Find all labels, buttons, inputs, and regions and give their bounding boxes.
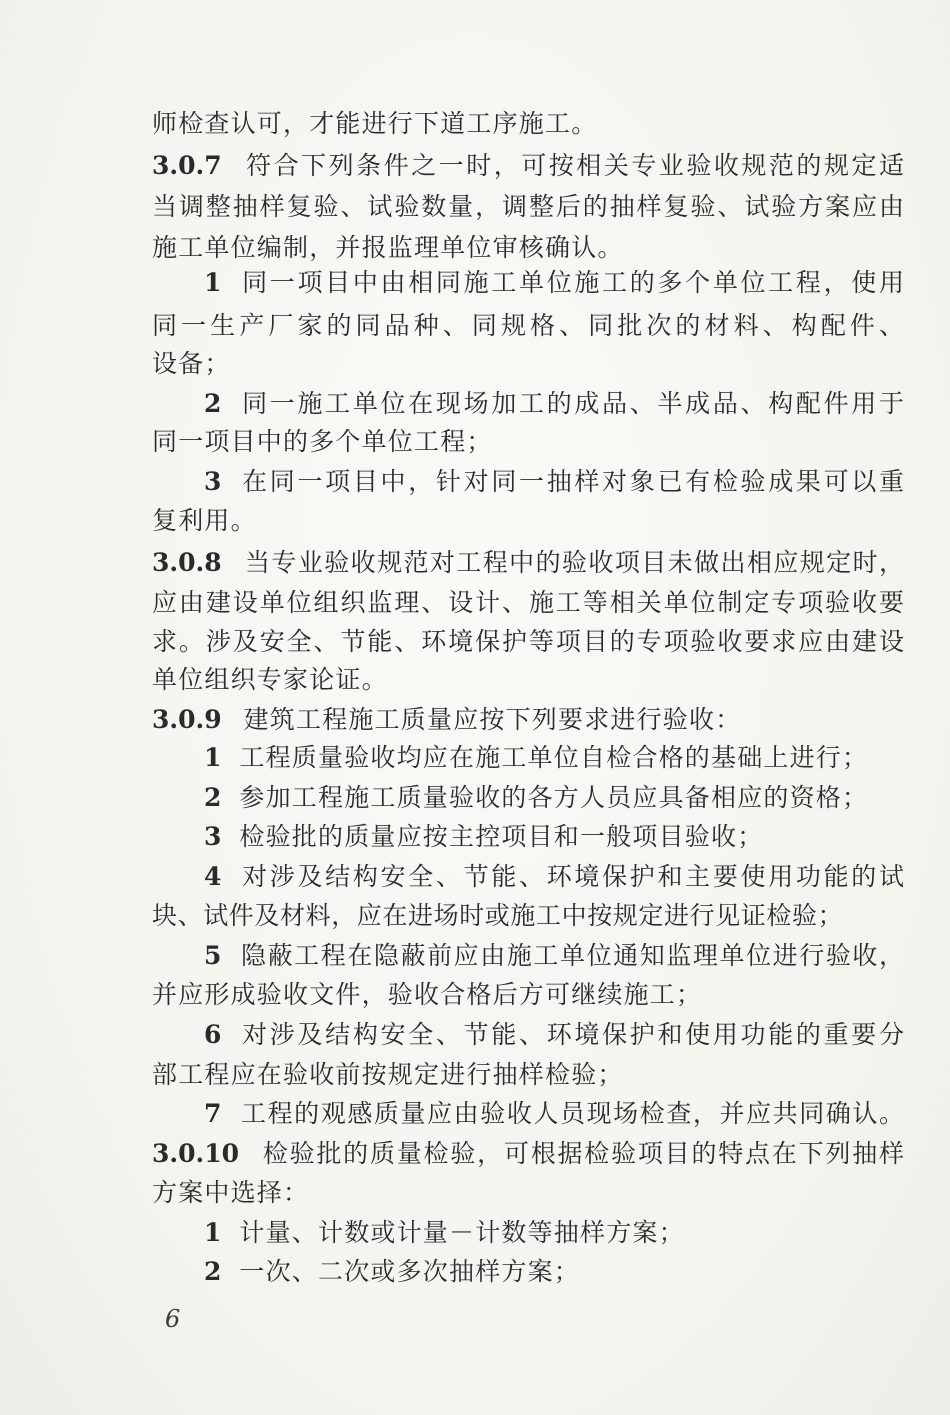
text-line: 当调整抽样复验、试验数量，调整后的抽样复验、试验方案应由 <box>152 192 904 221</box>
list-item: 1 同一项目中由相同施工单位施工的多个单位工程，使用 <box>204 268 904 297</box>
list-item: 2 同一施工单位在现场加工的成品、半成品、构配件用于 <box>204 389 904 418</box>
item-number: 7 <box>204 1099 222 1128</box>
list-item: 7 工程的观感质量应由验收人员现场检查，并应共同确认。 <box>204 1099 904 1128</box>
clause-3-0-8: 3.0.8 当专业验收规范对工程中的验收项目未做出相应规定时， <box>152 548 904 577</box>
text-line: 求。涉及安全、节能、环境保护等项目的专项验收要求应由建设 <box>152 627 904 656</box>
page-number: 6 <box>165 1305 181 1333</box>
list-item: 3 检验批的质量应按主控项目和一般项目验收； <box>204 822 764 851</box>
text-line: 应由建设单位组织监理、设计、施工等相关单位制定专项验收要 <box>152 588 904 617</box>
clause-number: 3.0.9 <box>152 705 222 734</box>
item-number: 6 <box>204 1020 222 1049</box>
text-line: 设备； <box>152 349 231 378</box>
list-item: 6 对涉及结构安全、节能、环境保护和使用功能的重要分 <box>204 1020 904 1049</box>
text-line: 单位组织专家论证。 <box>152 665 388 694</box>
item-number: 2 <box>204 389 222 418</box>
text-line: 块、试件及材料，应在进场时或施工中按规定进行见证检验； <box>152 901 844 930</box>
item-number: 1 <box>204 268 222 297</box>
text-line: 师检查认可，才能进行下道工序施工。 <box>152 109 598 138</box>
text-line: 施工单位编制，并报监理单位审核确认。 <box>152 233 624 262</box>
clause-3-0-7: 3.0.7 符合下列条件之一时，可按相关专业验收规范的规定适 <box>152 151 904 180</box>
text-line: 同一生产厂家的同品种、同规格、同批次的材料、构配件、 <box>152 311 904 340</box>
item-number: 2 <box>204 783 222 812</box>
list-item: 2 参加工程施工质量验收的各方人员应具备相应的资格； <box>204 783 869 812</box>
text-line: 并应形成验收文件，验收合格后方可继续施工； <box>152 980 703 1009</box>
list-item: 4 对涉及结构安全、节能、环境保护和主要使用功能的试 <box>204 862 904 891</box>
item-number: 4 <box>204 862 222 891</box>
clause-3-0-9: 3.0.9 建筑工程施工质量应按下列要求进行验收： <box>152 705 742 734</box>
list-item: 3 在同一项目中，针对同一抽样对象已有检验成果可以重 <box>204 467 904 496</box>
item-number: 5 <box>204 941 222 970</box>
item-number: 3 <box>204 822 222 851</box>
clause-number: 3.0.7 <box>152 151 222 180</box>
item-number: 1 <box>204 743 222 772</box>
item-number: 3 <box>204 467 222 496</box>
list-item: 1 工程质量验收均应在施工单位自检合格的基础上进行； <box>204 743 869 772</box>
item-number: 1 <box>204 1218 222 1247</box>
clause-number: 3.0.10 <box>152 1139 239 1168</box>
clause-number: 3.0.8 <box>152 548 222 577</box>
item-number: 2 <box>204 1257 222 1286</box>
text-line: 同一项目中的多个单位工程； <box>152 427 493 456</box>
text-line: 部工程应在验收前按规定进行抽样检验； <box>152 1060 624 1089</box>
list-item: 5 隐蔽工程在隐蔽前应由施工单位通知监理单位进行验收， <box>204 941 904 970</box>
clause-3-0-10: 3.0.10 检验批的质量检验，可根据检验项目的特点在下列抽样 <box>152 1139 904 1168</box>
text-line: 方案中选择： <box>152 1178 310 1207</box>
list-item: 1 计量、计数或计量－计数等抽样方案； <box>204 1218 685 1247</box>
text-line: 复利用。 <box>152 506 257 535</box>
list-item: 2 一次、二次或多次抽样方案； <box>204 1257 581 1286</box>
